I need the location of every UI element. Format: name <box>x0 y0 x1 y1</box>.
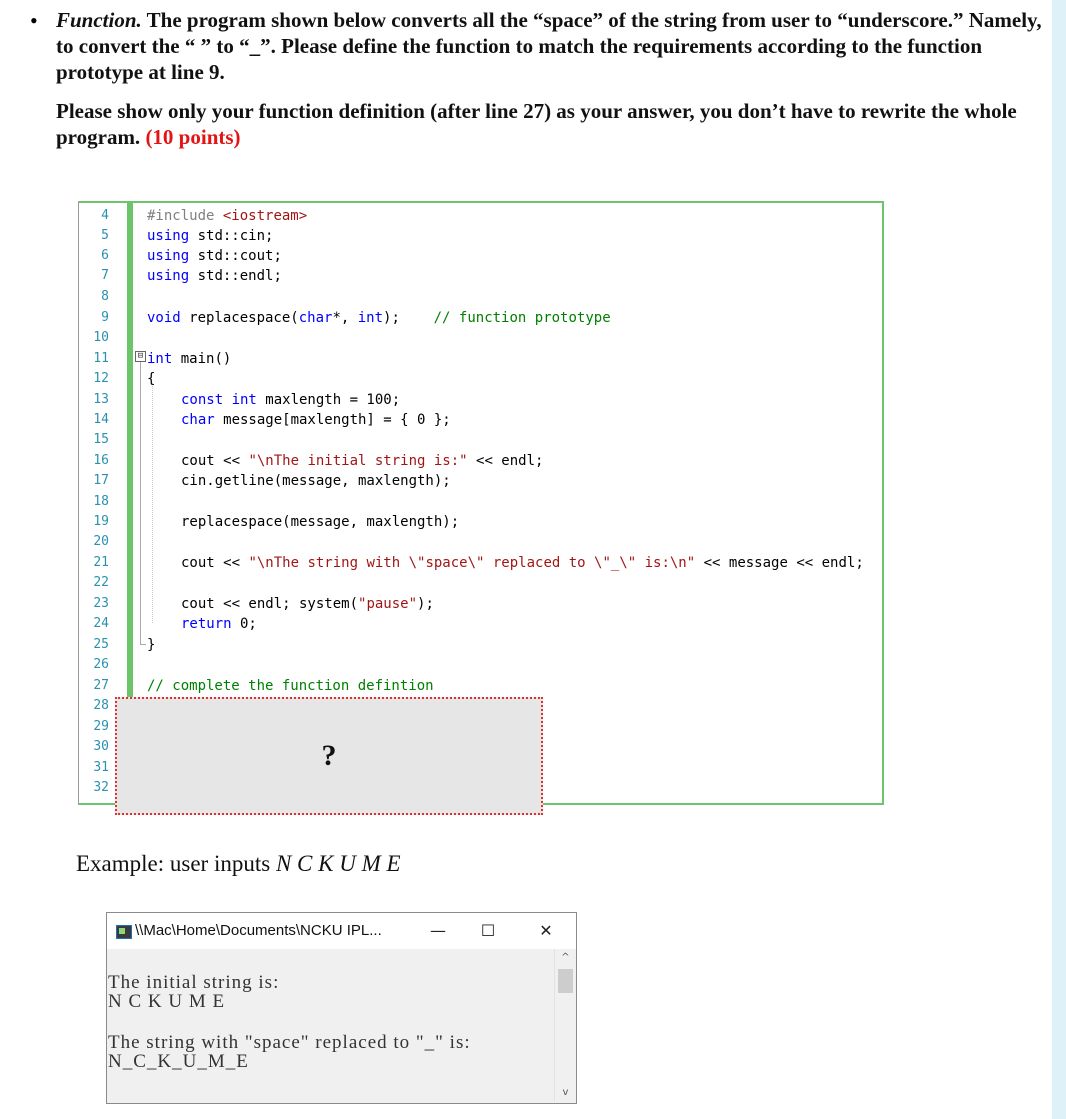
code-token: message[maxlength] = { 0 }; <box>214 412 451 428</box>
example-input: N C K U M E <box>275 851 401 876</box>
line-number: 20 <box>93 534 109 549</box>
code-line-14 <box>181 410 451 430</box>
line-number: 8 <box>101 289 109 304</box>
line-number: 5 <box>101 228 109 243</box>
line-number: 24 <box>93 616 109 631</box>
console-title-bar[interactable] <box>107 913 576 949</box>
bullet-point: • <box>30 8 38 33</box>
code-token: maxlength = 100; <box>256 392 401 408</box>
question-paragraph-2 <box>56 98 1046 150</box>
line-number: 27 <box>93 678 109 693</box>
example-caption <box>76 850 401 878</box>
code-token: char <box>181 412 215 428</box>
code-token: main() <box>172 351 232 367</box>
code-line-4 <box>147 206 307 226</box>
line-number: 32 <box>93 780 109 795</box>
code-token: *, <box>332 310 358 326</box>
code-line-19: replacespace(message, maxlength); <box>181 514 460 530</box>
line-number: 31 <box>93 760 109 775</box>
line-number: 10 <box>93 330 109 345</box>
line-number: 7 <box>101 268 109 283</box>
console-title: \\Mac\Home\Documents\NCKU IPL... <box>135 922 382 939</box>
line-number: 26 <box>93 657 109 672</box>
line-number: 6 <box>101 248 109 263</box>
code-token: ); <box>417 596 434 612</box>
scroll-up-icon[interactable]: ^ <box>561 952 570 963</box>
code-token: const int <box>181 392 257 408</box>
code-token: std::cin; <box>189 228 274 244</box>
code-token: <iostream> <box>222 208 308 224</box>
question-paragraph-1 <box>56 7 1046 85</box>
code-token: 0; <box>231 616 257 632</box>
code-token: void <box>147 310 181 326</box>
line-number: 25 <box>93 637 109 652</box>
line-number: 22 <box>93 575 109 590</box>
code-line-11 <box>147 349 231 369</box>
code-line-27 <box>147 676 434 696</box>
line-number: 19 <box>93 514 109 529</box>
code-token: std::endl; <box>189 268 282 284</box>
code-token: using <box>147 248 190 264</box>
instruction-text: Please show only your function definition (after line 27) as your answer, you don’t have to rewrite the whole program. <box>56 99 1017 149</box>
line-number: 11 <box>93 351 109 366</box>
code-line-13 <box>181 390 400 410</box>
console-line-4: N_C_K_U_M_E <box>108 1051 249 1072</box>
code-line-6 <box>147 246 282 266</box>
fold-guide-end <box>140 644 146 645</box>
code-token: using <box>147 268 190 284</box>
code-comment: // complete the function defintion <box>147 678 434 694</box>
code-line-24 <box>181 614 257 634</box>
right-margin-strip <box>1052 0 1066 1119</box>
indent-guide <box>152 383 153 623</box>
line-number: 29 <box>93 719 109 734</box>
code-line-23 <box>181 594 434 614</box>
close-icon[interactable]: ✕ <box>539 921 553 940</box>
line-number: 21 <box>93 555 109 570</box>
maximize-icon[interactable]: ☐ <box>480 921 496 940</box>
console-line-2: N C K U M E <box>108 991 226 1012</box>
console-line-3: The string with "space" replaced to "_" is: <box>108 1032 471 1053</box>
code-token: << endl; <box>467 453 544 469</box>
code-token: char <box>298 310 333 326</box>
code-line-5 <box>147 226 273 246</box>
code-line-17: cin.getline(message, maxlength); <box>181 473 451 489</box>
line-number: 14 <box>93 412 109 427</box>
code-line-25: } <box>147 637 156 653</box>
code-token: cout << <box>181 555 249 571</box>
question-mark: ? <box>321 739 337 772</box>
question-text: The program shown below converts all the “space” of the string from user to “underscore.” Namely, to convert the “ ” to “_”. Please define the function to match the requirements according to the function prototype at line 9. <box>56 8 1042 84</box>
code-line-21 <box>181 553 864 573</box>
code-line-12: { <box>147 371 156 387</box>
answer-placeholder-box <box>115 697 543 815</box>
console-output <box>107 949 554 1102</box>
line-number: 23 <box>93 596 109 611</box>
code-token: replacespace( <box>180 310 299 326</box>
code-token: std::cout; <box>189 248 282 264</box>
line-number: 28 <box>93 698 109 713</box>
code-string: "\nThe initial string is:" <box>248 453 468 469</box>
console-scrollbar[interactable] <box>554 949 576 1102</box>
minimize-icon[interactable]: — <box>430 921 446 940</box>
console-app-icon <box>116 925 132 939</box>
code-token: #include <box>147 208 215 224</box>
line-number: 18 <box>93 494 109 509</box>
code-line-7 <box>147 266 282 286</box>
code-string: "pause" <box>358 596 418 612</box>
line-number: 30 <box>93 739 109 754</box>
code-token: ); <box>383 310 434 326</box>
code-token: int <box>147 351 173 367</box>
question-label: Function. <box>56 8 142 32</box>
fold-guide-line <box>140 362 141 644</box>
code-line-9 <box>147 308 611 328</box>
console-line-1: The initial string is: <box>108 972 280 993</box>
code-comment: // function prototype <box>433 310 611 326</box>
scroll-down-icon[interactable]: v <box>562 1087 569 1098</box>
line-number: 12 <box>93 371 109 386</box>
code-token: << message << endl; <box>695 555 864 571</box>
code-token: cout << endl; system( <box>181 596 359 612</box>
line-number: 9 <box>101 310 109 325</box>
line-number: 17 <box>93 473 109 488</box>
code-token: using <box>147 228 190 244</box>
line-number: 16 <box>93 453 109 468</box>
code-token: cout << <box>181 453 249 469</box>
line-number: 13 <box>93 392 109 407</box>
collapse-toggle-icon[interactable]: ⊟ <box>135 351 146 362</box>
line-number: 15 <box>93 432 109 447</box>
code-line-16 <box>181 451 543 471</box>
scroll-thumb[interactable] <box>558 969 573 993</box>
points-label: (10 points) <box>145 125 241 149</box>
code-string: "\nThe string with \"space\" replaced to \"_\" is:\n" <box>248 555 696 571</box>
line-number: 4 <box>101 208 109 223</box>
example-prefix: Example: user inputs <box>76 851 276 876</box>
console-window <box>106 912 577 1104</box>
code-token: return <box>181 616 232 632</box>
code-token: int <box>357 310 384 326</box>
